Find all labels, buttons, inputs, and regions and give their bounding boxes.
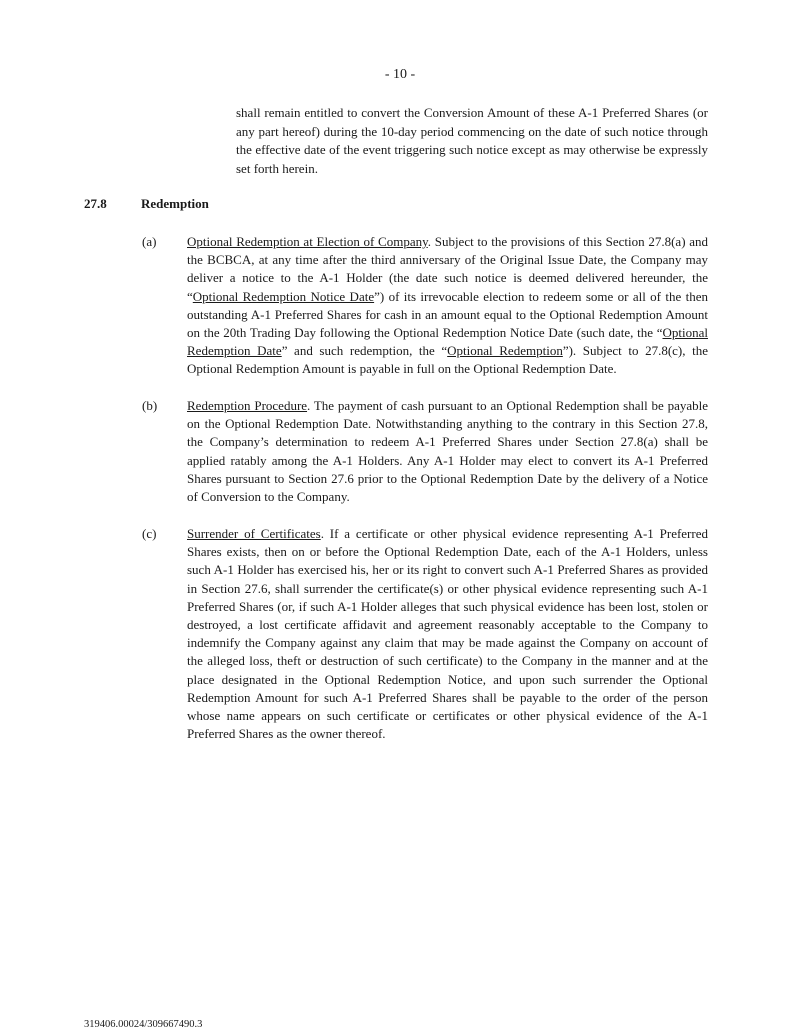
clause-body xyxy=(187,397,708,506)
clause-marker: (b) xyxy=(142,398,158,413)
clause-a xyxy=(142,233,708,379)
section-title: Redemption xyxy=(141,196,209,211)
clause-text: . Subject to the provisions of this Section 27.8(a) and the BCBCA, at any time after the third anniversary of the Original Issue Date, the Company may deliver a notice to the A-1 Holder (the date such notice is deemed delivered hereunder, the “ xyxy=(187,234,708,304)
defined-term: Optional Redemption Notice Date xyxy=(192,288,375,304)
section-number: 27.8 xyxy=(84,196,107,211)
clause-b xyxy=(142,397,708,506)
clause-body xyxy=(187,233,708,379)
clause-text: ”). Subject to 27.8(c), the Optional Redemption Amount is payable in full on the Optional Redemption Date. xyxy=(187,343,708,377)
clause-text: ” and such redemption, the “ xyxy=(281,343,448,359)
clause-text: . If a certificate or other physical evidence representing A-1 Preferred Shares exists, then on or before the Optional Redemption Date, each of the A-1 Holders, unless such A-1 Holder has exercised his, her or its right to convert such A-1 Preferred Shares as provided in Section 27.6, shall surrender the certificate(s) or other physical evidence representing such A-1 Preferred Shares (or, if such A-1 Holder alleges that such physical evidence has been lost, stolen or destroyed, a lost certificate affidavit and agreement reasonably acceptable to the Company to indemnify the Company against any claim that may be made against the Company on account of the alleged loss, theft or destruction of such certificate) to the Company in the manner and at the place designated in the Optional Redemption Notice, and upon such surrender the Optional Redemption Amount for such A-1 Preferred Shares shall be payable to the order of the person whose name appears on such certificate or certificates or other physical evidence of the A-1 Preferred Shares as the owner thereof. xyxy=(187,526,708,742)
clause-heading: Redemption Procedure xyxy=(187,398,308,413)
defined-term: Optional Redemption Date xyxy=(187,325,708,359)
intro-paragraph: shall remain entitled to convert the Conversion Amount of these A-1 Preferred Shares (or any part hereof) during the 10-day period commencing on the date of such notice through the effective date of the event triggering such notice except as may otherwise be expressly set forth herein. xyxy=(236,105,708,176)
page-number: - 10 - xyxy=(384,67,416,82)
clause-text: ”) of its irrevocable election to redeem some or all of the then outstanding A-1 Preferred Shares for cash in an amount equal to the Optional Redemption Amount on the 20th Trading Day following the Optional Redemption Notice Date (such date, the “ xyxy=(187,288,708,341)
clause-text: . The payment of cash pursuant to an Optional Redemption shall be payable on the Optional Redemption Date. Notwithstanding anything to the contrary in this Section 27.8, the Company’s determination to redeem A-1 Preferred Shares under Section 27.8(a) shall be applied ratably among the A-1 Holders. Any A-1 Holder may elect to convert its A-1 Preferred Shares pursuant to Section 27.6 prior to the Optional Redemption Date by the delivery of a Notice of Conversion to the Company. xyxy=(187,398,708,505)
clause-heading: Optional Redemption at Election of Company xyxy=(187,234,428,249)
section-heading xyxy=(84,196,209,212)
clause-marker: (a) xyxy=(142,234,157,249)
clause-body xyxy=(187,525,708,743)
clause-marker: (c) xyxy=(142,526,157,541)
defined-term: Optional Redemption xyxy=(447,343,563,359)
clause-c xyxy=(142,525,708,743)
document-footer-id: 319406.00024/309667490.3 xyxy=(84,1019,203,1030)
clause-heading: Surrender of Certificates xyxy=(187,526,321,541)
